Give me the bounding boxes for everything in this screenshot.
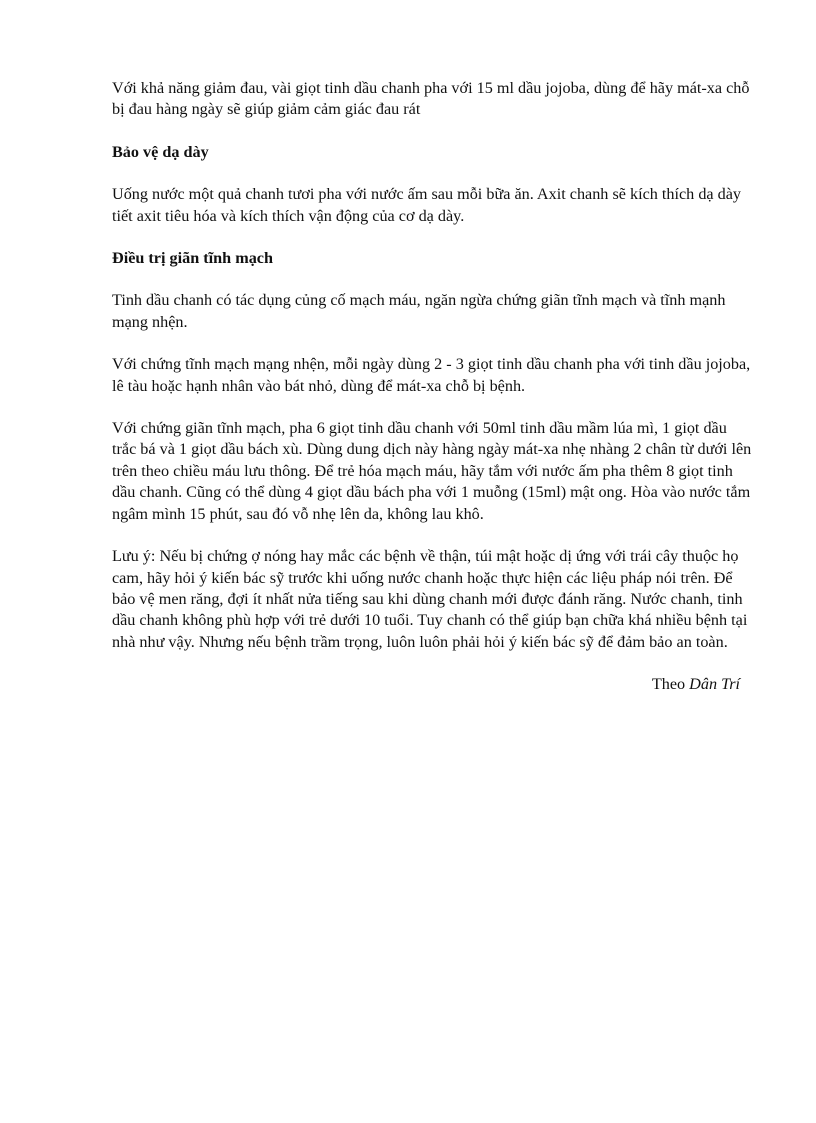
attribution-prefix: Theo — [651, 675, 686, 694]
heading-varicose-veins: Điều trị giãn tĩnh mạch — [112, 249, 273, 268]
attribution-source: Dân Trí — [689, 675, 740, 694]
veins-paragraph-1: Tinh dầu chanh có tác dụng củng cố mạch máu, ngăn ngừa chứng giãn tĩnh mạch và tĩnh mạnh mạng nhện. — [112, 291, 726, 331]
stomach-paragraph: Uống nước một quả chanh tươi pha với nước ấm sau mỗi bữa ăn. Axit chanh sẽ kích thích dạ dày tiết axit tiêu hóa và kích thích vận động của cơ dạ dày. — [112, 185, 742, 225]
veins-paragraph-2: Với chứng tĩnh mạch mạng nhện, mỗi ngày dùng 2 - 3 giọt tinh dầu chanh pha với tinh dầu jojoba, lê tàu hoặc hạnh nhân vào bát nhỏ, dùng để mát-xa chỗ bị bệnh. — [112, 355, 751, 395]
document-page — [112, 78, 752, 696]
note-paragraph: Lưu ý: Nếu bị chứng ợ nóng hay mắc các bệnh về thận, túi mật hoặc dị ứng với trái cây thuộc họ cam, hãy hỏi ý kiến bác sỹ trước khi uống nước chanh hoặc thực hiện các liệu pháp nói trên. Để bảo vệ men răng, đợi ít nhất nửa tiếng sau khi dùng chanh mới được đánh răng. Nước chanh, tinh dầu chanh không phù hợp với trẻ dưới 10 tuổi. Tuy chanh có thể giúp bạn chữa khá nhiều bệnh tại nhà như vậy. Nhưng nếu bệnh trầm trọng, luôn luôn phải hỏi ý kiến bác sỹ để đảm bảo an toàn. — [112, 547, 748, 651]
heading-stomach-protection: Bảo vệ dạ dày — [112, 142, 209, 161]
veins-paragraph-3: Với chứng giãn tĩnh mạch, pha 6 giọt tinh dầu chanh với 50ml tinh dầu mầm lúa mì, 1 giọt dầu trắc bá và 1 giọt dầu bách xù. Dùng dung dịch này hàng ngày mát-xa nhẹ nhàng 2 chân từ dưới lên trên theo chiều máu lưu thông. Để trẻ hóa mạch máu, hãy tắm với nước ấm pha thêm 8 giọt tinh dầu chanh. Cũng có thể dùng 4 giọt dầu bách pha với 1 muỗng (15ml) mật ong. Hòa vào nước tắm ngâm mình 15 phút, sau đó vỗ nhẹ lên da, không lau khô. — [112, 419, 752, 523]
intro-paragraph: Với khả năng giảm đau, vài giọt tinh dầu chanh pha với 15 ml dầu jojoba, dùng để hãy mát-xa chỗ bị đau hàng ngày sẽ giúp giảm cảm giác đau rát — [112, 79, 750, 119]
attribution — [112, 674, 752, 695]
